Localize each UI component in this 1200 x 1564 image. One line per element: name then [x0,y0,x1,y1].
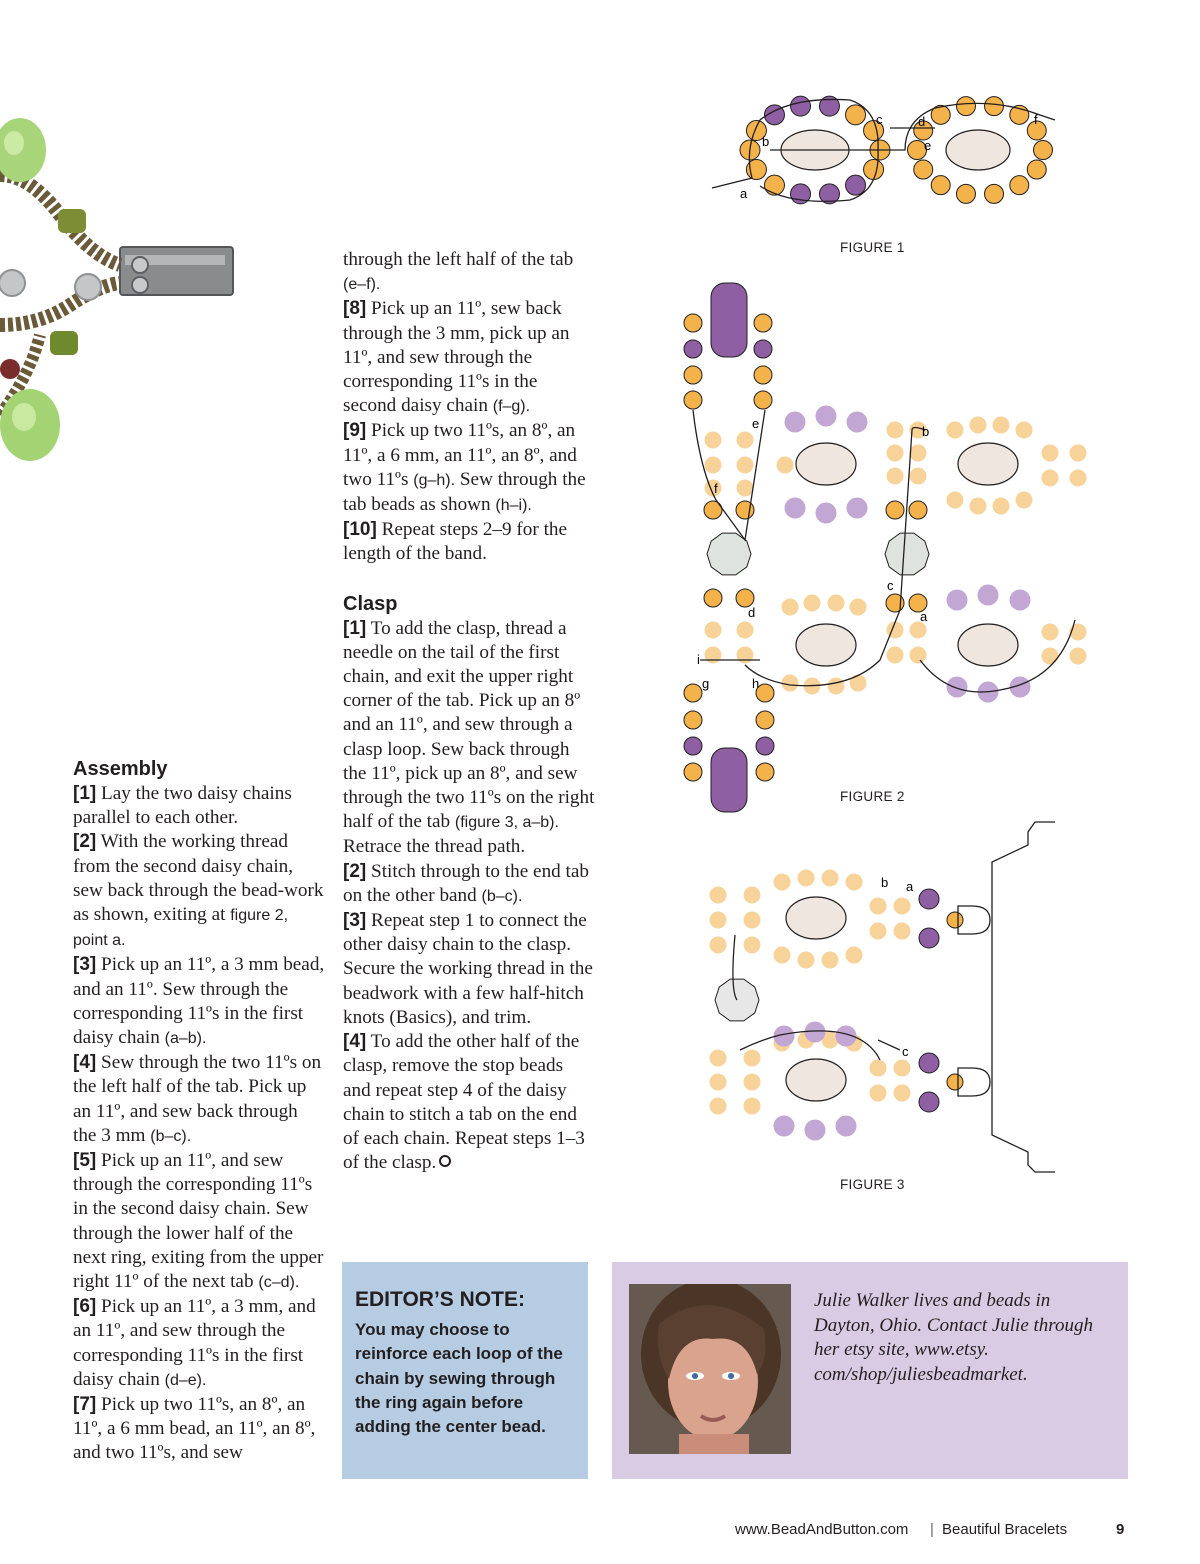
bead [919,889,939,909]
bead [1010,590,1031,611]
bead [785,412,806,433]
figure-2-caption: FIGURE 2 [840,789,905,804]
author-bio-text: Julie Walker lives and beads in Dayton, Ohio. Contact Julie through her etsy site, www.etsy. com/shop/juliesbeadmarket. [814,1290,1093,1385]
bead [910,445,927,462]
bracelet-photo [0,115,245,485]
steps-column [343,248,595,1175]
bead [756,711,774,729]
bead [798,870,815,887]
bead [774,947,791,964]
bead [1042,470,1059,487]
step-text: Sew through the two 11ºs on the left half of the tab. Pick up an 11º, and sew back through the 3 mm [73,1052,322,1146]
bead [919,928,939,948]
bead [737,622,754,639]
step-text: Pick up two 11ºs, an 8º, an 11º, a 6 mm, an 11º, an 8º, and two 11ºs [343,420,577,490]
step-text: Stitch through to the end tab on the other band [343,860,589,906]
bead [710,1098,727,1115]
bead [828,678,845,695]
bead [847,498,868,519]
bead [785,498,806,519]
end-of-article-icon [439,1155,451,1167]
bead [978,585,999,606]
bead [870,923,887,940]
step-number: [2] [343,860,367,882]
step-text: Lay the two daisy chains parallel to each other. [73,783,292,829]
bead [805,1022,826,1043]
step-text: Pick up an 11º, and sew through the corresponding 11ºs in the second daisy chain. Sew through the lower half of the next ring, exiting from the upper right 11º of the next tab [73,1150,324,1293]
bead [886,501,904,519]
bead [887,468,904,485]
clasp-step-2 [343,860,595,909]
assembly-step-10 [343,518,595,566]
step-text: Repeat step 1 to connect the other daisy chain to the clasp. Secure the working thread in the beadwork with a few half-hitch knots (Basics), and trim. [343,910,593,1028]
bead [737,457,754,474]
figure-reference: (b–c). [481,887,523,905]
footer-publication: Beautiful Bracelets [942,1521,1068,1538]
bead [1016,422,1033,439]
bead [1042,648,1059,665]
bead [1027,160,1046,179]
bead [910,647,927,664]
center-bead [796,443,856,485]
bead [798,952,815,969]
bead [804,595,821,612]
bead [947,1074,963,1090]
bead [887,647,904,664]
bead [744,937,761,954]
bead [710,1074,727,1091]
bead [1042,445,1059,462]
figure-3-caption: FIGURE 3 [840,1177,905,1192]
bead [684,684,702,702]
assembly-step-1 [73,782,325,830]
figure-reference: (d–e). [164,1371,207,1389]
bead [805,1120,826,1141]
bead [850,675,867,692]
editors-note-title: EDITOR’S NOTE: [355,1288,525,1311]
figure-label: c [876,112,883,127]
assembly-step-3 [73,953,325,1051]
clasp-step-4 [343,1030,595,1175]
bead [705,647,722,664]
center-bead [958,443,1018,485]
bead [764,175,784,195]
bead [1034,141,1053,160]
step-text: Pick up an 11º, a 3 mm bead, and an 11º. Sew through the corresponding 11ºs in the first daisy chain [73,954,325,1049]
bead [756,737,774,755]
bead [777,457,794,474]
page-number: 9 [1116,1521,1125,1538]
bead [894,898,911,915]
bead [754,391,772,409]
bead [947,677,968,698]
figure-label: b [922,424,930,439]
bead [737,480,754,497]
figure-label: a [920,609,928,624]
bead [1042,624,1059,641]
bead [744,1074,761,1091]
bead [754,314,772,332]
figure-label: f [1034,112,1038,127]
bead [970,417,987,434]
step-number: [4] [73,1052,97,1074]
bead [754,366,772,384]
figure-3-diagram [700,815,1070,1175]
figure-1-caption: FIGURE 1 [840,240,905,255]
step-number: [4] [343,1031,367,1053]
bead [684,711,702,729]
bead [754,340,772,358]
step-number: [3] [343,910,367,932]
bead [914,160,933,179]
center-bead [786,897,846,939]
tab-bead [711,748,747,812]
assembly-step-7-continued [343,248,595,297]
bead [909,501,927,519]
bead [684,737,702,755]
step-number: [6] [73,1296,97,1318]
figure-reference: (a–b). [164,1030,207,1048]
figure-label: d [918,114,926,129]
bead [782,599,799,616]
bead [684,366,702,384]
bead [710,887,727,904]
step-number: [1] [73,783,97,804]
bead [894,1060,911,1077]
six-mm-bead [885,533,929,575]
figure-reference: (h–i). [495,497,532,515]
bead [684,391,702,409]
bead [705,457,722,474]
bead [894,1085,911,1102]
bead [919,1092,939,1112]
bead [737,647,754,664]
step-text: through the left half of the tab [343,249,574,270]
figure-1-diagram [705,90,1070,220]
assembly-step-8 [343,297,595,419]
bead [828,595,845,612]
figure-label: a [740,186,748,201]
assembly-column [73,756,325,1466]
bead [774,1116,795,1137]
bead [956,184,975,203]
bead [870,1060,887,1077]
footer-website: www.BeadAndButton.com [735,1521,909,1538]
bead [846,874,863,891]
figure-label: a [906,879,914,894]
figure-label: g [702,676,710,691]
bead [985,184,1004,203]
step-text: Pick up two 11ºs, an 8º, an 11º, a 6 mm bead, an 11º, an 8º, and two 11ºs, and sew [73,1394,316,1464]
author-bio-box [612,1262,1128,1479]
bead [737,432,754,449]
editors-note-body: You may choose to reinforce each loop of the chain by sewing through the ring again before adding the center bead. [355,1320,563,1437]
figure-label: c [887,578,894,593]
bead [846,175,866,195]
bead [846,105,866,125]
step-number: [5] [73,1150,97,1172]
bead [822,952,839,969]
bead [870,1085,887,1102]
step-text: Repeat steps 2–9 for the length of the band. [343,519,568,565]
author-portrait [629,1284,791,1454]
figure-reference: (figure 3, a–b). [454,814,559,832]
step-text: To add the other half of the clasp, remove the stop beads and repeat step 4 of the daisy chain to stitch a tab on the end of each chain. Repeat steps 1–3 of the clasp. [343,1031,585,1174]
bead [710,937,727,954]
center-bead [796,624,856,666]
bead [705,622,722,639]
assembly-step-5 [73,1149,325,1295]
clasp-heading: Clasp [343,592,398,615]
step-number: [2] [73,831,97,853]
bead [931,176,950,195]
figure-label: i [697,652,700,667]
figure-label: h [752,676,760,691]
assembly-step-9 [343,419,595,518]
bead [947,422,964,439]
figure-label: b [762,134,770,149]
step-number: [8] [343,298,367,320]
assembly-step-2 [73,830,325,953]
bead [985,97,1004,116]
bead [756,763,774,781]
bead [1070,445,1087,462]
step-text: Pick up an 11º, sew back through the 3 mm, pick up an 11º, and sew through the corresponding 11ºs in the second daisy chain [343,298,570,417]
assembly-step-6 [73,1295,325,1393]
tab-bead [711,283,747,357]
bead [1010,176,1029,195]
bead [870,898,887,915]
bead [1070,648,1087,665]
assembly-heading: Assembly [73,758,168,780]
bead [894,923,911,940]
figure-reference: (c–d). [258,1274,300,1292]
step-text: Sew through the tab beads as shown [343,468,586,516]
figure-reference: (b–c). [150,1127,192,1145]
bead [846,947,863,964]
center-bead [958,624,1018,666]
center-bead [946,130,1010,170]
bead [887,445,904,462]
bead [684,314,702,332]
figure-label: c [902,1044,909,1059]
bead [847,412,868,433]
step-text: Pick up an 11º, a 3 mm, and an 11º, and sew through the corresponding 11ºs in the first daisy chain [73,1296,316,1390]
bead [947,912,963,928]
figure-reference: (f–g). [492,398,531,416]
bead [910,468,927,485]
bead [684,763,702,781]
assembly-step-7 [73,1393,325,1466]
figure-2-diagram [670,280,1100,820]
assembly-step-4 [73,1051,325,1149]
center-bead [786,1059,846,1101]
figure-label: f [714,481,718,496]
step-text: With the working thread from the second daisy chain, sew back through the bead-work as shown, exiting at [73,831,324,926]
bead [782,675,799,692]
bead [919,1053,939,1073]
bead [993,498,1010,515]
figure-label: b [881,875,889,890]
bead [774,874,791,891]
figure-reference: figure 2, point a. [73,907,289,950]
footer-separator: | [930,1521,934,1538]
bead [705,432,722,449]
bead [887,422,904,439]
bead [970,498,987,515]
bead [816,503,837,524]
step-number: [10] [343,519,377,541]
bead [993,417,1010,434]
bead [744,1098,761,1115]
bead [744,912,761,929]
bead [1070,470,1087,487]
bead [744,1050,761,1067]
bead [836,1116,857,1137]
step-number: [3] [73,954,97,976]
step-number: [9] [343,420,367,442]
bead [947,590,968,611]
bead [791,96,811,116]
bead [710,1050,727,1067]
clasp-step-1 [343,617,595,860]
bead [822,870,839,887]
bead [956,97,975,116]
bead [710,912,727,929]
bead [704,589,722,607]
bead [1016,492,1033,509]
bead [864,160,884,180]
step-text: To add the clasp, thread a needle on the tail of the first chain, and exit the upper right corner of the tab. Pick up an 8º and an 11º, and sew through a clasp loop. Sew back through the 11º, pick up an 8º, and sew through the two 11ºs on the right half of the tab [343,617,595,833]
bead [850,599,867,616]
bead [910,622,927,639]
step-text: Retrace the thread path. [343,836,526,858]
figure-reference: (e–f). [343,276,381,294]
bead [736,501,754,519]
figure-reference: (g–h). [413,471,456,489]
figure-label: e [752,416,760,431]
figure-label: e [924,138,932,153]
clasp-step-3 [343,909,595,1030]
bead [947,492,964,509]
figure-label: d [748,605,756,620]
step-number: [7] [73,1394,97,1416]
bead [816,406,837,427]
step-number: [1] [343,617,367,639]
editors-note-box [342,1262,588,1479]
bead [744,887,761,904]
bead [684,340,702,358]
